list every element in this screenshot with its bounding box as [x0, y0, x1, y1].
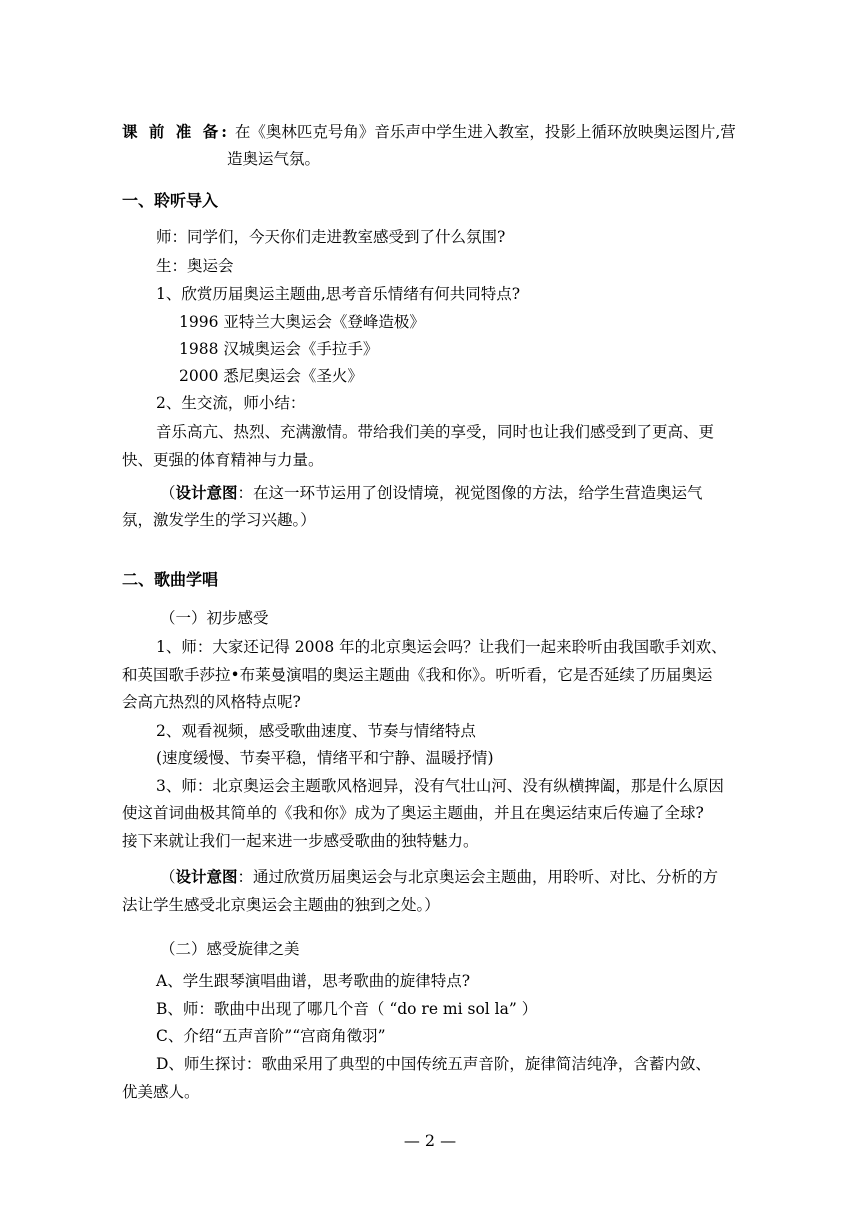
section-heading-1: 一、聆听导入 — [122, 191, 219, 210]
design-intent-2 — [160, 865, 718, 889]
paragraph-line: C、介绍“五声音阶”“宫商角徵羽” — [156, 1027, 386, 1045]
subsection-heading-2: （二）感受旋律之美 — [160, 940, 300, 958]
song-list-item: 1996 亚特兰大奥运会《登峰造极》 — [179, 313, 425, 331]
subsection-heading-1: （一）初步感受 — [160, 609, 269, 627]
paragraph-line: 和英国歌手莎拉•布莱曼演唱的奥运主题曲《我和你》。听听看，它是否延续了历届奥运 — [122, 666, 713, 684]
paragraph-line: 师：同学们，今天你们走进教室感受到了什么氛围? — [156, 228, 506, 246]
design-intent-label: 设计意图 — [175, 867, 238, 886]
paragraph-line: 2、生交流，师小结： — [156, 394, 306, 412]
paragraph-line: 使这首词曲极其简单的《我和你》成为了奥运主题曲，并且在奥运结束后传遍了全球? — [122, 804, 704, 822]
prep-label: 课 前 准 备: — [122, 122, 230, 141]
paragraph-line: 1、师：大家还记得 2008 年的北京奥运会吗？让我们一起来聆听由我国歌手刘欢、 — [156, 638, 727, 656]
paragraph-line: 3、师：北京奥运会主题歌风格迥异，没有气壮山河、没有纵横捭阖，那是什么原因 — [156, 777, 724, 795]
design-open-paren: （ — [160, 484, 176, 502]
design-intent-1-line2: 氛，激发学生的学习兴趣。） — [122, 511, 316, 529]
prep-paragraph — [122, 120, 736, 144]
paragraph-line: A、学生跟琴演唱曲谱，思考歌曲的旋律特点? — [156, 972, 471, 990]
design-open-paren: （ — [160, 868, 176, 886]
design-intent-label: 设计意图 — [175, 483, 238, 502]
song-list-item: 2000 悉尼奥运会《圣火》 — [179, 367, 363, 385]
paragraph-line: 会高亢热烈的风格特点呢? — [122, 693, 301, 711]
design-intent-text: ：通过欣赏历届奥运会与北京奥运会主题曲，用聆听、对比、分析的方 — [237, 868, 719, 886]
paragraph-line: 音乐高亢、热烈、充满激情。带给我们美的享受，同时也让我们感受到了更高、更 — [156, 423, 715, 441]
section-heading-2: 二、歌曲学唱 — [122, 570, 219, 589]
paragraph-line: 快、更强的体育精神与力量。 — [122, 451, 324, 469]
paragraph-line: 1、欣赏历届奥运主题曲,思考音乐情绪有何共同特点? — [156, 285, 521, 303]
prep-text-line1: 在《奥林匹克号角》音乐声中学生进入教室，投影上循环放映奥运图片,营 — [234, 123, 736, 141]
page-number: — 2 — — [403, 1131, 457, 1150]
paragraph-line: (速度缓慢、节奏平稳，情绪平和宁静、温暖抒情) — [156, 749, 494, 767]
design-intent-2-line2: 法让学生感受北京奥运会主题曲的独到之处。） — [122, 896, 440, 914]
design-intent-1 — [160, 481, 703, 505]
song-list-item: 1988 汉城奥运会《手拉手》 — [179, 340, 379, 358]
paragraph-line: 接下来就让我们一起来进一步感受歌曲的独特魅力。 — [122, 832, 479, 850]
design-intent-text: ：在这一环节运用了创设情境，视觉图像的方法，给学生营造奥运气 — [237, 484, 703, 502]
paragraph-line: D、师生探讨：歌曲采用了典型的中国传统五声音阶，旋律简洁纯净，含蓄内敛、 — [156, 1055, 711, 1073]
paragraph-line: B、师：歌曲中出现了哪几个音（ “do re mi sol la” ） — [156, 1000, 538, 1018]
paragraph-line: 优美感人。 — [122, 1083, 200, 1101]
paragraph-line: 2、观看视频，感受歌曲速度、节奏与情绪特点 — [156, 722, 476, 740]
paragraph-line: 生：奥运会 — [156, 257, 234, 275]
prep-text-line2: 造奥运气氛。 — [227, 150, 321, 168]
